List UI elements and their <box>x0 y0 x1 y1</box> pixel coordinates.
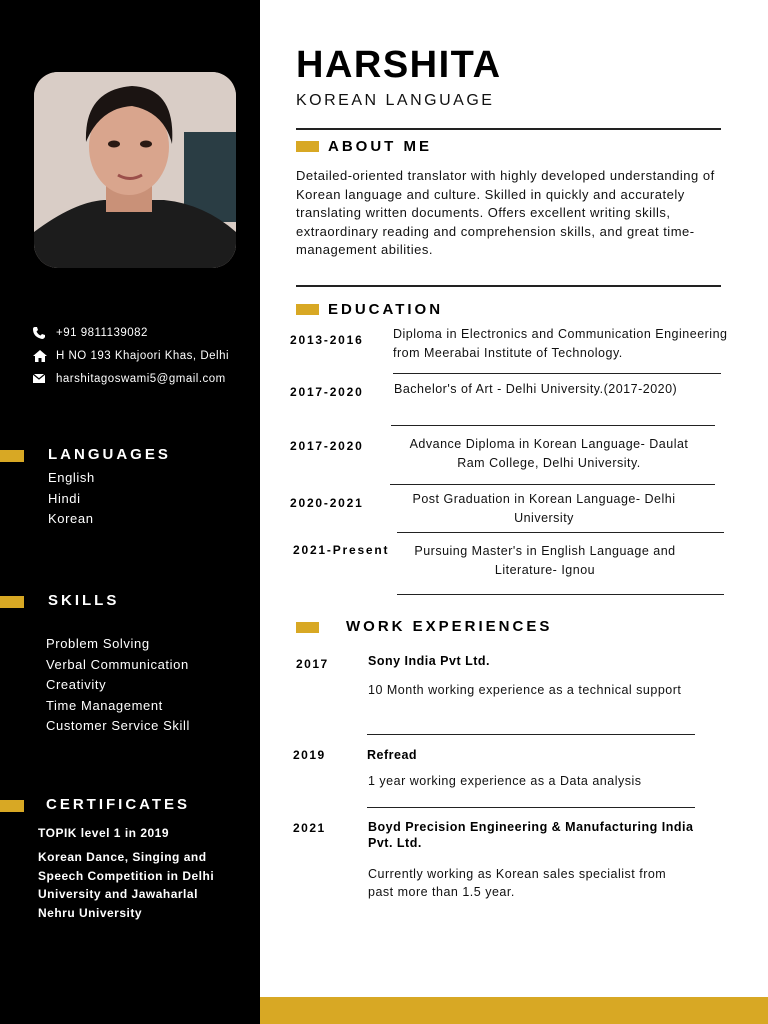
bottom-accent-bar <box>260 997 768 1024</box>
education-detail: Advance Diploma in Korean Language- Daulat Ram College, Delhi University. <box>409 437 689 470</box>
home-icon <box>32 349 48 363</box>
skills-list <box>46 634 190 737</box>
work-year: 2017 <box>296 657 329 671</box>
candidate-role: KOREAN LANGUAGE <box>296 92 495 109</box>
divider <box>367 807 695 808</box>
education-years: 2017-2020 <box>290 385 364 399</box>
about-marker <box>296 141 319 152</box>
skills-heading: SKILLS <box>48 592 120 609</box>
divider <box>391 425 715 426</box>
contact-email <box>32 372 226 386</box>
work-company: Sony India Pvt Ltd. <box>368 654 491 668</box>
education-years: 2013-2016 <box>290 333 364 347</box>
phone-number: +91 9811139082 <box>56 327 148 339</box>
work-description: 10 Month working experience as a technical support <box>368 683 682 697</box>
email-link[interactable]: harshitagoswami5@gmail.com <box>56 373 226 385</box>
sidebar <box>0 0 260 1024</box>
mail-icon <box>32 372 48 386</box>
candidate-name: HARSHITA <box>296 44 502 86</box>
work-year: 2021 <box>293 821 326 835</box>
skill-item: Customer Service Skill <box>46 718 190 733</box>
languages-marker <box>0 450 24 462</box>
skill-item: Time Management <box>46 697 163 713</box>
education-detail: Post Graduation in Korean Language- Delhi University <box>412 492 676 525</box>
work-company: Refread <box>367 748 418 762</box>
skill-item: Verbal Communication <box>46 656 189 672</box>
address-text: H NO 193 Khajoori Khas, Delhi <box>56 350 230 362</box>
language-item: English <box>48 470 95 485</box>
work-description: 1 year working experience as a Data analysis <box>368 774 642 788</box>
certificate-item: TOPIK level 1 in 2019 <box>38 826 170 840</box>
divider <box>296 285 721 287</box>
about-text: Detailed-oriented translator with highly developed understanding of Korean language and culture. Skilled in quickly and accurately translating written documents. Offers excellent writing skills, extraordinary reading and comprehension skills, and great time-management abilities. <box>296 168 715 257</box>
education-years: 2020-2021 <box>290 496 364 510</box>
education-years: 2021-Present <box>293 543 390 557</box>
work-heading: WORK EXPERIENCES <box>346 618 553 635</box>
phone-icon <box>32 326 48 340</box>
skill-item: Problem Solving <box>46 636 150 651</box>
language-item: Hindi <box>48 490 81 506</box>
divider <box>397 594 724 595</box>
work-year: 2019 <box>293 748 326 762</box>
contact-address <box>32 349 229 363</box>
work-marker <box>296 622 319 633</box>
skills-marker <box>0 596 24 608</box>
education-heading: EDUCATION <box>328 301 444 318</box>
work-description: Currently working as Korean sales specialist from past more than 1.5 year. <box>368 867 667 899</box>
divider <box>390 484 715 485</box>
education-detail: Diploma in Electronics and Communication Engineering from Meerabai Institute of Technology. <box>393 327 728 360</box>
certificates-heading: CERTIFICATES <box>46 796 191 813</box>
divider <box>367 734 695 735</box>
certificate-item: Korean Dance, Singing and Speech Competition in Delhi University and Jawaharlal Nehru University <box>38 850 215 920</box>
education-detail: Pursuing Master's in English Language and Literature- Ignou <box>414 544 676 577</box>
divider <box>397 532 724 533</box>
about-heading: ABOUT ME <box>328 138 432 155</box>
languages-heading: LANGUAGES <box>48 446 171 463</box>
languages-list <box>48 468 95 530</box>
divider <box>296 128 721 130</box>
education-years: 2017-2020 <box>290 439 364 453</box>
language-item: Korean <box>48 511 94 526</box>
certificates-marker <box>0 800 24 812</box>
divider <box>393 373 721 374</box>
education-detail: Bachelor's of Art - Delhi University.(2017-2020) <box>394 382 678 396</box>
work-company: Boyd Precision Engineering & Manufacturing India Pvt. Ltd. <box>368 820 694 850</box>
profile-photo <box>34 72 236 268</box>
education-marker <box>296 304 319 315</box>
skill-item: Creativity <box>46 677 107 692</box>
contact-phone <box>32 326 148 340</box>
